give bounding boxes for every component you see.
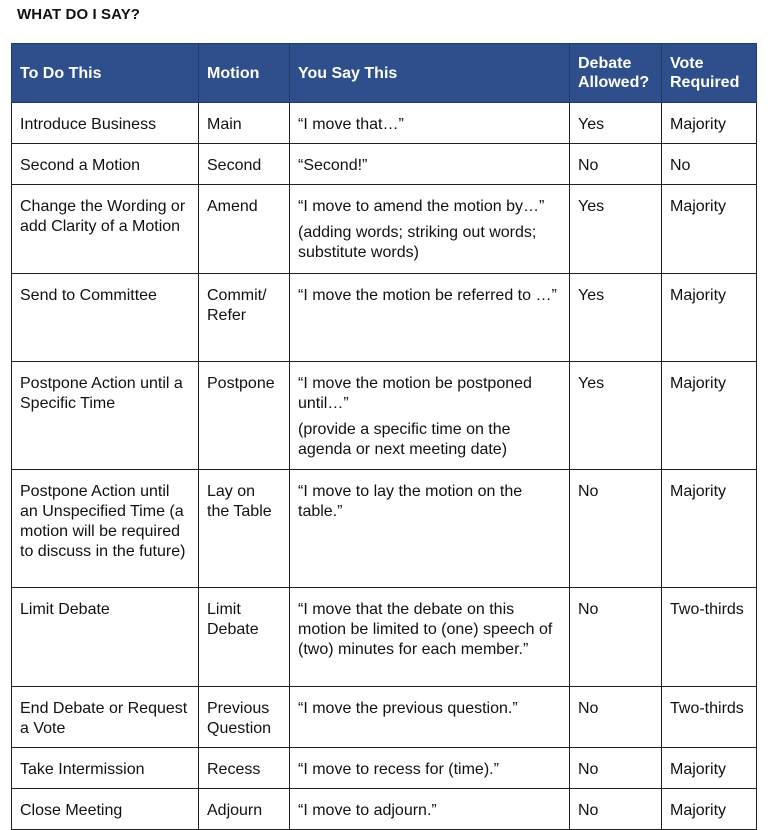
say-text: “Second!” [298, 157, 368, 174]
cell-vote: Majority [662, 274, 757, 362]
cell-debate: No [570, 470, 662, 588]
header-vote-line1: Vote [670, 55, 704, 72]
cell-to-do: Introduce Business [12, 103, 199, 144]
cell-debate: No [570, 789, 662, 830]
cell-to-do: Second a Motion [12, 144, 199, 185]
say-text: “I move to recess for (time).” [298, 761, 499, 778]
table-header-row [12, 44, 757, 103]
cell-debate: Yes [570, 103, 662, 144]
cell-motion: Limit Debate [199, 588, 290, 687]
cell-motion: Lay on the Table [199, 470, 290, 588]
cell-vote: Majority [662, 362, 757, 470]
header-debate-line1: Debate [578, 55, 632, 72]
cell-vote: Majority [662, 470, 757, 588]
cell-motion: Postpone [199, 362, 290, 470]
header-vote-line2: Required [670, 74, 740, 91]
cell-debate: Yes [570, 274, 662, 362]
cell-vote: Two-thirds [662, 588, 757, 687]
cell-you-say [290, 470, 570, 588]
cell-debate: No [570, 748, 662, 789]
motions-table [11, 43, 757, 830]
cell-to-do: Postpone Action until a Specific Time [12, 362, 199, 470]
cell-vote: Majority [662, 789, 757, 830]
cell-to-do: Limit Debate [12, 588, 199, 687]
cell-to-do: Send to Committee [12, 274, 199, 362]
say-note: (provide a specific time on the agenda or next meeting date) [298, 421, 511, 458]
cell-to-do: End Debate or Request a Vote [12, 687, 199, 748]
cell-vote: Majority [662, 103, 757, 144]
table-row [12, 588, 757, 687]
table-row [12, 103, 757, 144]
cell-you-say [290, 588, 570, 687]
cell-you-say [290, 748, 570, 789]
cell-to-do: Postpone Action until an Unspecified Time (a motion will be required to discuss in the future) [12, 470, 199, 588]
cell-motion: Amend [199, 185, 290, 274]
cell-debate: No [570, 588, 662, 687]
table-row [12, 274, 757, 362]
header-you-say: You Say This [290, 44, 570, 103]
header-to-do: To Do This [12, 44, 199, 103]
header-motion: Motion [199, 44, 290, 103]
table-row [12, 687, 757, 748]
table-row [12, 470, 757, 588]
cell-motion: Recess [199, 748, 290, 789]
say-text: “I move the motion be postponed until…” [298, 375, 532, 412]
page-title: WHAT DO I SAY? [17, 6, 141, 23]
table-row [12, 748, 757, 789]
table-row [12, 362, 757, 470]
cell-motion: Adjourn [199, 789, 290, 830]
cell-to-do: Close Meeting [12, 789, 199, 830]
say-text: “I move the motion be referred to …” [298, 287, 557, 304]
cell-to-do: Take Intermission [12, 748, 199, 789]
say-text: “I move to amend the motion by…” [298, 198, 545, 215]
say-note: (adding words; striking out words; substitute words) [298, 224, 537, 261]
cell-debate: No [570, 687, 662, 748]
cell-motion: Commit/ Refer [199, 274, 290, 362]
table-row [12, 144, 757, 185]
say-text: “I move to adjourn.” [298, 802, 437, 819]
cell-vote: Majority [662, 748, 757, 789]
say-text: “I move that the debate on this motion be limited to (one) speech of (two) minutes for each member.” [298, 601, 553, 658]
header-vote-required [662, 44, 757, 103]
cell-you-say [290, 362, 570, 470]
cell-motion: Main [199, 103, 290, 144]
cell-you-say [290, 103, 570, 144]
cell-you-say [290, 185, 570, 274]
cell-motion: Previous Question [199, 687, 290, 748]
table-row [12, 789, 757, 830]
cell-motion: Second [199, 144, 290, 185]
cell-you-say [290, 789, 570, 830]
cell-debate: Yes [570, 185, 662, 274]
cell-debate: Yes [570, 362, 662, 470]
header-debate-allowed [570, 44, 662, 103]
cell-vote: No [662, 144, 757, 185]
table-row [12, 185, 757, 274]
say-text: “I move to lay the motion on the table.” [298, 483, 523, 520]
cell-you-say [290, 274, 570, 362]
cell-debate: No [570, 144, 662, 185]
cell-vote: Two-thirds [662, 687, 757, 748]
say-text: “I move the previous question.” [298, 700, 518, 717]
cell-you-say [290, 687, 570, 748]
say-text: “I move that…” [298, 116, 404, 133]
cell-you-say [290, 144, 570, 185]
cell-to-do: Change the Wording or add Clarity of a Motion [12, 185, 199, 274]
cell-vote: Majority [662, 185, 757, 274]
header-debate-line2: Allowed? [578, 74, 650, 91]
